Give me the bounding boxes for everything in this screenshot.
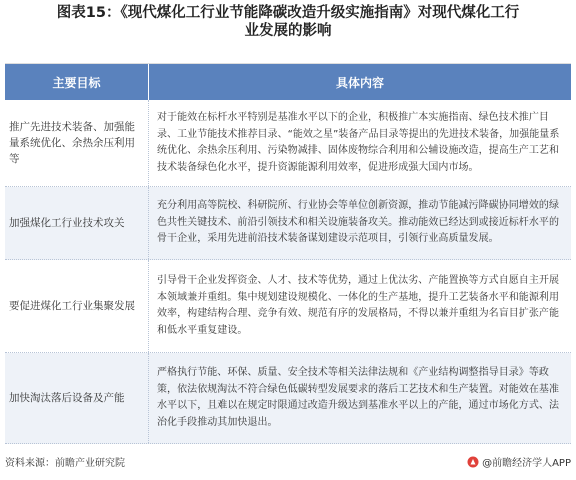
- brand-logo-icon: [467, 456, 479, 468]
- row-content: 引导骨干企业发挥资金、人才、技术等优势，通过上优汰劣、产能置换等方式自愿自主开展本领域兼并重组。集中规划建设规模化、一体化的生产基地，提升工艺装备水平和能源利用效率，构建结构合理、竞争有效、规范有序的发展格局，不得以兼并重组为名盲目扩张产能和低水平重复建设。: [157, 275, 559, 336]
- table-header: [5, 64, 571, 100]
- table-row: [5, 187, 571, 260]
- chart-title: [0, 4, 576, 40]
- table-row: [5, 260, 571, 353]
- footer: [5, 454, 571, 470]
- header-goal: 主要目标: [5, 64, 149, 100]
- title-line-2: 业发展的影响: [244, 23, 332, 39]
- table-row: [5, 353, 571, 444]
- row-content: 充分利用高等院校、科研院所、行业协会等单位创新资源，推动节能减污降碳协同增效的绿色共性关键技术、前沿引领技术和相关设施装备攻关。推动能效已经达到或接近标杆水平的骨干企业，采用先进前沿技术装备谋划建设示范项目，引领行业高质量发展。: [157, 200, 559, 245]
- row-content: 严格执行节能、环保、质量、安全技术等相关法律法规和《产业结构调整指导目录》等政策，依法依规淘汰不符合绿色低碳转型发展要求的落后工艺技术和生产装置。对能效在基准水平以下，且难以在规定时限通过改造升级达到基准水平以上的产能，通过市场化方式、法治化手段推动其加快退出。: [157, 367, 559, 428]
- row-goal: 要促进煤化工行业集聚发展: [5, 260, 149, 352]
- title-line-1: 图表15：《现代煤化工行业节能降碳改造升级实施指南》对现代煤化工行: [56, 5, 520, 21]
- row-goal: 加强煤化工行业技术攻关: [5, 187, 149, 259]
- source-note: 资料来源：前瞻产业研究院: [5, 458, 125, 469]
- brand-text: @前瞻经济学人APP: [482, 458, 571, 469]
- header-content: 具体内容: [335, 75, 384, 90]
- row-goal: 推广先进技术装备、加强能量系统优化、余热余压利用等: [5, 100, 149, 186]
- table-row: [5, 100, 571, 187]
- brand-credit: [467, 454, 571, 469]
- row-goal: 加快淘汰落后设备及产能: [5, 353, 149, 443]
- row-content: 对于能效在标杆水平特别是基准水平以下的企业，积极推广本实施指南、绿色技术推广目录、工业节能技术推荐目录、“能效之星”装备产品目录等提出的先进技术装备，加强能量系统优化、余热余压利用、污染物减排、固体废物综合利用和公辅设施改造，提高生产工艺和技术装备绿色化水平，提升资源能源利用效率，促进形成强大国内市场。: [157, 112, 560, 173]
- policy-table: [5, 63, 571, 444]
